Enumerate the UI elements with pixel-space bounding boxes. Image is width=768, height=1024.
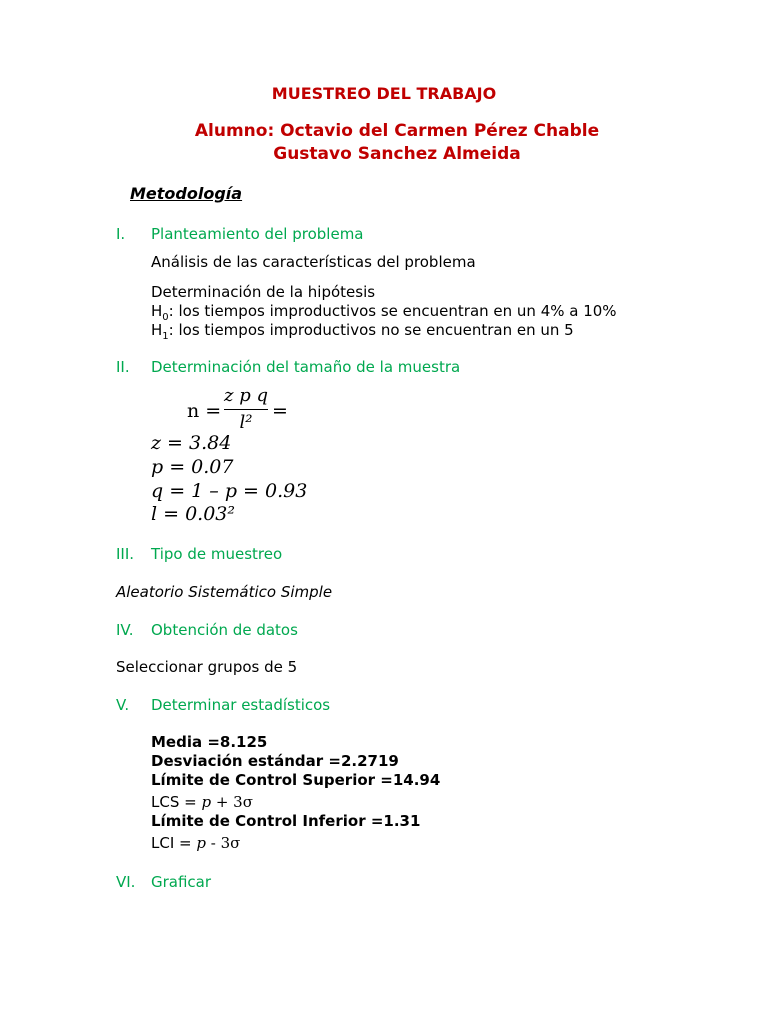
lcs-label: Límite de Control Superior =14.94 (151, 771, 441, 789)
h1-subscript: 1 (162, 331, 169, 342)
lcs-formula-lhs: LCS = (151, 793, 202, 811)
section-6-label: Graficar (151, 873, 212, 891)
analisis-text: Análisis de las características del problema (151, 253, 476, 271)
lci-formula-lhs: LCI = (151, 834, 197, 852)
h1-text: : los tiempos improductivos no se encuentran en un 5 (168, 321, 574, 339)
hipotesis-text: Determinación de la hipótesis (151, 283, 376, 301)
section-4-number: IV. (116, 621, 134, 639)
h1-label: H (151, 321, 163, 339)
section-1-number: I. (116, 225, 126, 243)
section-6-number: VI. (116, 873, 136, 891)
lci-formula-rhs: - 3σ (205, 834, 241, 852)
section-5-label: Determinar estadísticos (151, 696, 331, 714)
fraction-bar (224, 409, 268, 410)
section-2-heading (116, 358, 460, 376)
section-3-heading (116, 545, 282, 563)
formula-rhs: = (272, 400, 288, 422)
lci-formula (151, 834, 240, 852)
section-4-heading (116, 621, 298, 639)
formula-numerator: z p q (224, 385, 268, 406)
section-4-label: Obtención de datos (151, 621, 298, 639)
media-text: Media =8.125 (151, 733, 268, 751)
value-l: l = 0.03² (151, 503, 235, 525)
section-2-label: Determinación del tamaño de la muestra (151, 358, 461, 376)
page-title: MUESTREO DEL TRABAJO (271, 84, 497, 103)
desviacion-text: Desviación estándar =2.2719 (151, 752, 399, 770)
author-line-2: Gustavo Sanchez Almeida (273, 144, 521, 164)
section-1-label: Planteamiento del problema (151, 225, 364, 243)
section-5-heading (116, 696, 330, 714)
section-2-number: II. (116, 358, 130, 376)
value-z: z = 3.84 (151, 432, 232, 454)
section-3-label: Tipo de muestreo (151, 545, 283, 563)
section-6-heading (116, 873, 211, 891)
section-3-number: III. (116, 545, 135, 563)
section-1-heading (116, 225, 364, 243)
metodologia-heading: Metodología (130, 184, 243, 203)
value-p: p = 0.07 (151, 456, 234, 478)
h0-line (151, 302, 617, 323)
lcs-formula-p: p (201, 793, 212, 811)
value-q: q = 1 – p = 0.93 (151, 480, 308, 502)
h0-subscript: 0 (162, 312, 169, 323)
h0-text: : los tiempos improductivos se encuentran en un 4% a 10% (168, 302, 617, 320)
lcs-formula (151, 793, 253, 811)
lcs-formula-rhs: + 3σ (211, 793, 253, 811)
lci-formula-p: p (196, 834, 206, 852)
obtencion-text: Seleccionar grupos de 5 (116, 658, 298, 676)
author-line-1: Alumno: Octavio del Carmen Pérez Chable (194, 121, 600, 141)
h1-line (151, 321, 574, 342)
section-5-number: V. (116, 696, 130, 714)
tipo-muestreo-text: Aleatorio Sistemático Simple (116, 583, 333, 601)
formula-denominator: l² (239, 412, 253, 433)
lci-label: Límite de Control Inferior =1.31 (151, 812, 421, 830)
h0-label: H (151, 302, 163, 320)
formula-lhs: n = (187, 400, 222, 422)
